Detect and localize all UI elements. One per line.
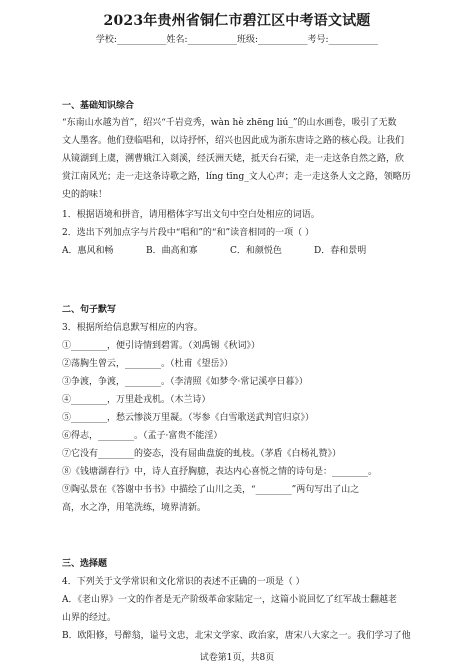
recitation-item-4: ④________，万里赴戎机。（木兰诗）	[62, 395, 211, 405]
recitation-item-9-line-1: ⑨陶弘景在《答谢中书书》中描绘了山川之美，“________”两句写出了山之	[62, 485, 360, 495]
question-4-option-b-line-1: B．欧阳修，号醉翁，谥号文忠，北宋文学家、政治家，唐宋八大家之一。我们学习了他	[62, 631, 411, 641]
recitation-item-5: ⑤________，愁云惨淡万里凝。（岑参《白雪歌送武判官归京》）	[62, 413, 315, 423]
recitation-item-2: ②荡胸生曾云，________。（杜甫《望岳》）	[62, 359, 234, 369]
page-footer: 试卷第1页，共8页	[199, 653, 275, 663]
recitation-item-9-line-2: 高，水之净，用笔洗练，境界清新。	[62, 503, 207, 513]
question-1: 1．根据语境和拼音，请用楷体字写出文句中空白处相应的词语。	[62, 210, 320, 220]
passage-line-5: 史的韵味！	[62, 190, 108, 200]
question-4-option-a-line-1: A．《老山界》一文的作者是无产阶级革命家陆定一，这篇小说回忆了红军战士翻越老	[62, 595, 398, 605]
recitation-item-6: ⑥得志，________。（孟子·富贵不能淫）	[62, 431, 223, 441]
passage-line-2: 文人墨客。他们登临唱和，以诗抒怀，绍兴也因此成为浙东唐诗之路的核心段。让我们	[62, 136, 405, 146]
student-info-line: 学校:___________姓名:___________班级:___________考号:___________	[95, 35, 379, 45]
option-a: A．惠风和畅	[62, 246, 114, 256]
section-heading-recitation: 二、句子默写	[62, 305, 117, 315]
passage-line-4: 赏江南风光；走一走这条诗歌之路，líng tīng_文人心声；走一走这条人文之路，领略历	[62, 172, 411, 182]
passage-line-3: 从镜湖到上虞，溯曹娥江入剡溪，经沃洲天姥，抵天台石梁，走一走这条自然之路，欣	[62, 154, 405, 164]
passage-line-1: “东南山水越为首”，绍兴“千岩竞秀，wàn hè zhēng liú_”的山水画卷，吸引了无数	[62, 118, 397, 128]
recitation-item-1: ①________，便引诗情到碧霄。（刘禹锡《秋词》）	[62, 341, 261, 351]
page-title: 2023年贵州省铜仁市碧江区中考语文试题	[103, 13, 371, 29]
question-4: 4．下列关于文学常识和文化常识的表述不正确的一项是（ ）	[62, 577, 305, 587]
option-b: B．曲高和寡	[146, 246, 198, 256]
question-2: 2．选出下列加点字与片段中“唱和”的“和”读音相同的一项（ ）	[62, 228, 314, 238]
question-4-option-a-line-2: 山界的经过。	[62, 613, 117, 623]
question-2-options	[62, 243, 414, 256]
option-d: D．春和景明	[314, 246, 367, 256]
question-3: 3．根据所给信息默写相应的内容。	[62, 323, 203, 333]
recitation-item-3: ③争渡，争渡，________。（李清照《如梦令·常记溪亭日暮》）	[62, 377, 308, 387]
recitation-item-7: ⑦它没有________的姿态，没有屈曲盘旋的虬枝。（茅盾《白杨礼赞》）	[62, 449, 342, 459]
recitation-item-8: ⑧《钱塘湖春行》中，诗人直抒胸臆，表达内心喜悦之情的诗句是：________。	[62, 467, 378, 477]
section-heading-multiple-choice: 三、选择题	[62, 559, 108, 569]
section-heading-basic-knowledge: 一、基础知识综合	[62, 101, 135, 111]
option-c: C．和颜悦色	[230, 246, 282, 256]
